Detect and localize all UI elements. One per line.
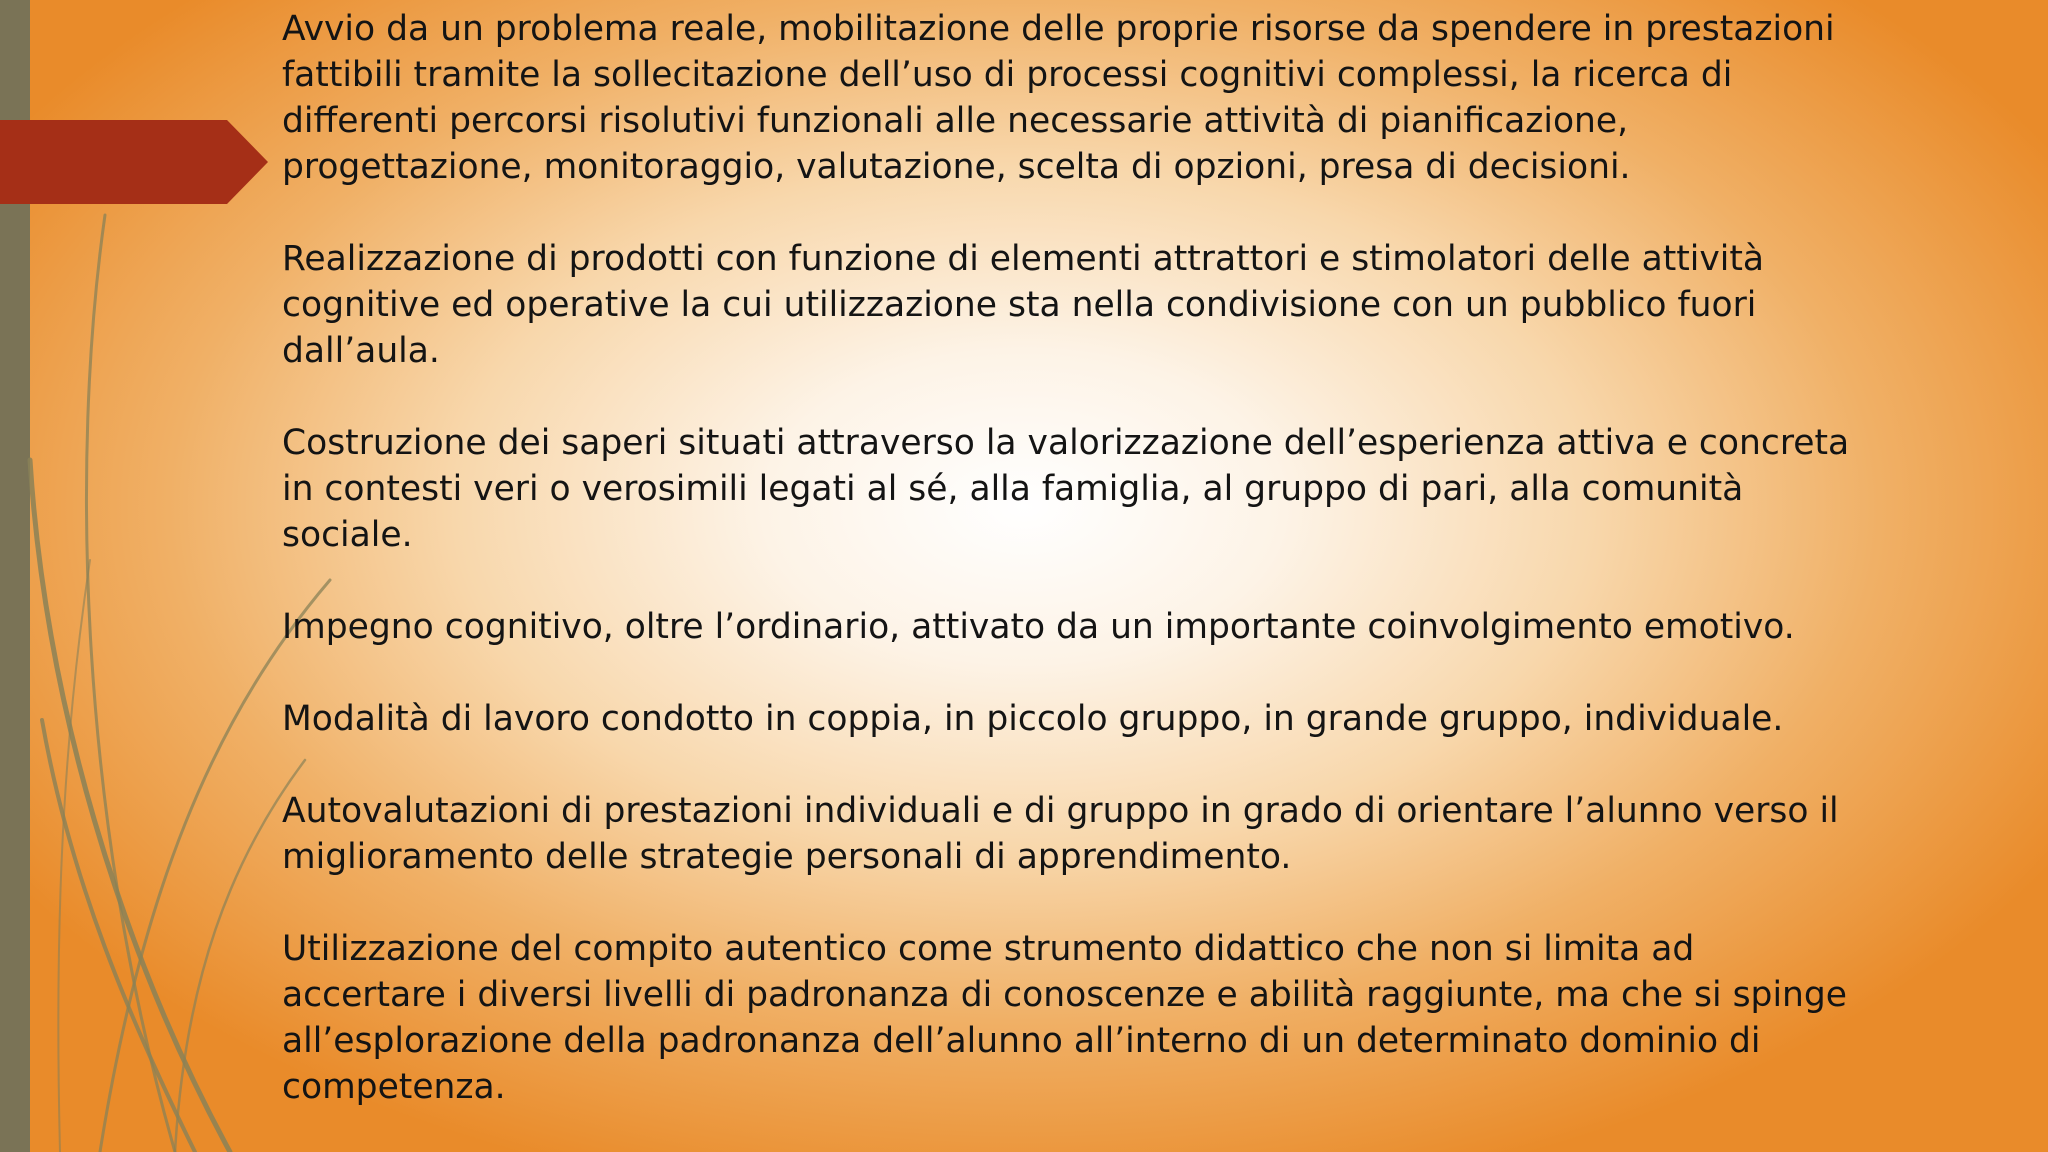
slide-body <box>282 6 2012 1152</box>
bullet-paragraph-7: Utilizzazione del compito autentico come strumento didattico che non si limita ad accertare i diversi livelli di padronanza di conoscenze e abilità raggiunte, ma che si spinge all’esplorazione della padronanza dell’alunno all’interno di un determinato dominio di competenza. <box>282 929 1848 1107</box>
bullet-paragraph-3: Costruzione dei saperi situati attraverso la valorizzazione dell’esperienza attiva e concreta in contesti veri o verosimili legati al sé, alla famiglia, al gruppo di pari, alla comunità sociale. <box>282 423 1850 555</box>
bullet-paragraph-2: Realizzazione di prodotti con funzione di elementi attrattori e stimolatori delle attività cognitive ed operative la cui utilizzazione sta nella condivisione con un pubblico fuori dall’aula. <box>282 239 1765 371</box>
arrow-tab <box>0 120 268 204</box>
bullet-paragraph-5: Modalità di lavoro condotto in coppia, in piccolo gruppo, in grande gruppo, individuale. <box>282 699 1784 739</box>
bullet-paragraph-4: Impegno cognitivo, oltre l’ordinario, attivato da un importante coinvolgimento emotivo. <box>282 607 1795 647</box>
bullet-paragraph-6: Autovalutazioni di prestazioni individuali e di gruppo in grado di orientare l’alunno verso il miglioramento delle strategie personali di apprendimento. <box>282 791 1839 877</box>
bullet-paragraph-1: Avvio da un problema reale, mobilitazione delle proprie risorse da spendere in prestazioni fattibili tramite la sollecitazione dell’uso di processi cognitivi complessi, la ricerca di differenti percorsi risolutivi funzionali alle necessarie attività di pianificazione, progettazione, monitoraggio, valutazione, scelta di opzioni, presa di decisioni. <box>282 9 1835 187</box>
